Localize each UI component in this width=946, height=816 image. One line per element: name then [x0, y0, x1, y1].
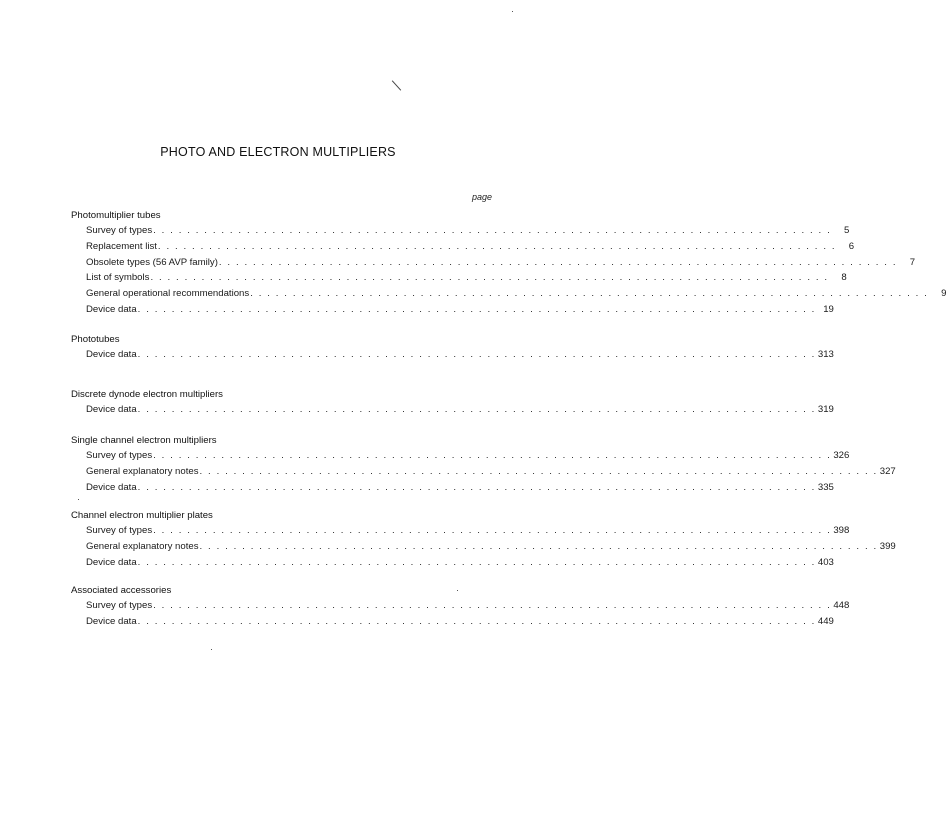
toc-entry-label: Survey of types	[86, 448, 153, 464]
toc-entry-label: Replacement list	[86, 239, 158, 255]
toc-section-heading: Channel electron multiplier plates	[71, 510, 213, 521]
page-title: PHOTO AND ELECTRON MULTIPLIERS	[160, 145, 396, 159]
dot-leader: . . . . . . . . . . . . . . . . . . . . . . . . . . . . . . . . . . . . . . . . . . . . . . . . . . . . . . . . . . . . . . . . . . . . . . . . . . . . . . . .	[137, 303, 816, 315]
toc-entry-page: 448	[831, 598, 849, 614]
toc-section-heading: Associated accessories	[71, 585, 172, 596]
dot-leader: . . . . . . . . . . . . . . . . . . . . . . . . . . . . . . . . . . . . . . . . . . . . . . . . . . . . . . . . . . . . . . . . . . . . . . . . . . . . . . . .	[137, 615, 816, 627]
toc-entry	[71, 402, 834, 418]
toc-entry	[71, 539, 896, 555]
dot-leader: . . . . . . . . . . . . . . . . . . . . . . . . . . . . . . . . . . . . . . . . . . . . . . . . . . . . . . . . . . . . . . . . . . . . . . . . . . . . . . . .	[157, 240, 837, 252]
toc-entry-page: 7	[897, 255, 915, 271]
toc-section-associated-accessories	[71, 583, 850, 630]
toc-entry-page: 403	[816, 555, 834, 571]
dot-leader: . . . . . . . . . . . . . . . . . . . . . . . . . . . . . . . . . . . . . . . . . . . . . . . . . . . . . . . . . . . . . . . . . . . . . . . . . . . . . . . .	[153, 450, 832, 461]
dot-leader: . . . . . . . . . . . . . . . . . . . . . . . . . . . . . . . . . . . . . . . . . . . . . . . . . . . . . . . . . . . . . . . . . . . . . . . . . . . . . . . .	[153, 225, 832, 236]
toc-entry-label: Device data	[86, 614, 138, 630]
toc-section-phototubes	[71, 332, 834, 363]
toc-entry	[71, 255, 916, 271]
dot-leader: . . . . . . . . . . . . . . . . . . . . . . . . . . . . . . . . . . . . . . . . . . . . . . . . . . . . . . . . . . . . . . . . . . . . . . . . . . . . . . . .	[137, 556, 816, 568]
toc-entry-page: 326	[831, 448, 849, 464]
toc-entry-label: Device data	[86, 302, 138, 318]
toc-entry	[71, 614, 834, 630]
toc-entry	[71, 347, 834, 363]
toc-entry-page: 8	[829, 270, 847, 286]
dot-leader: . . . . . . . . . . . . . . . . . . . . . . . . . . . . . . . . . . . . . . . . . . . . . . . . . . . . . . . . . . . . . . . . . . . . . . . . . . . . . . . .	[153, 525, 832, 536]
toc-entry	[71, 239, 855, 255]
dot-leader: . . . . . . . . . . . . . . . . . . . . . . . . . . . . . . . . . . . . . . . . . . . . . . . . . . . . . . . . . . . . . . . . . . . . . . . . . . . . . . . .	[137, 404, 816, 415]
scan-artifact-dot	[211, 649, 212, 650]
toc-section-photomultiplier-tubes	[71, 208, 946, 318]
toc-entry-label: General operational recommendations	[86, 286, 250, 302]
scan-artifact-dot	[78, 499, 79, 500]
toc-entry	[71, 286, 946, 302]
toc-entry	[71, 555, 834, 571]
toc-entry-page: 5	[831, 223, 849, 239]
toc-entry-label: Survey of types	[86, 598, 153, 614]
toc-entry-label: Survey of types	[86, 223, 153, 239]
toc-entry-label: Survey of types	[86, 523, 153, 539]
toc-entry	[71, 598, 850, 614]
toc-entry-page: 313	[816, 347, 834, 363]
toc-entry	[71, 464, 896, 480]
toc-entry	[71, 302, 834, 318]
page-column-label: page	[471, 192, 492, 202]
toc-entry-label: Device data	[86, 555, 138, 571]
toc-entry-page: 449	[816, 614, 834, 630]
toc-entry	[71, 448, 850, 464]
toc-entry-page: 9	[928, 286, 946, 302]
toc-entry	[71, 223, 850, 239]
dot-leader: . . . . . . . . . . . . . . . . . . . . . . . . . . . . . . . . . . . . . . . . . . . . . . . . . . . . . . . . . . . . . . . . . . . . . . . . . . . . . . . .	[137, 349, 816, 360]
scan-artifact-dot	[512, 11, 513, 12]
toc-section-heading: Single channel electron multipliers	[71, 435, 217, 446]
toc-entry-label: General explanatory notes	[86, 539, 200, 555]
scan-artifact-stroke	[392, 80, 401, 90]
toc-entry-page: 6	[836, 239, 854, 255]
toc-entry-label: List of symbols	[86, 270, 150, 286]
toc-section-heading: Discrete dynode electron multipliers	[71, 389, 223, 400]
toc-entry	[71, 270, 847, 286]
toc-entry-page: 19	[816, 302, 834, 318]
dot-leader: . . . . . . . . . . . . . . . . . . . . . . . . . . . . . . . . . . . . . . . . . . . . . . . . . . . . . . . . . . . . . . . . . . . . . . . . . . . . . . . .	[137, 481, 816, 493]
dot-leader: . . . . . . . . . . . . . . . . . . . . . . . . . . . . . . . . . . . . . . . . . . . . . . . . . . . . . . . . . . . . . . . . . . . . . . . . . . . . . . . .	[250, 288, 929, 300]
toc-section-channel-plates	[71, 508, 896, 570]
toc-entry-page: 399	[878, 539, 896, 555]
dot-leader: . . . . . . . . . . . . . . . . . . . . . . . . . . . . . . . . . . . . . . . . . . . . . . . . . . . . . . . . . . . . . . . . . . . . . . . . . . . . . . . .	[199, 540, 878, 552]
toc-entry-page: 319	[816, 402, 834, 418]
toc-entry	[71, 480, 834, 496]
toc-entry-label: General explanatory notes	[86, 464, 200, 480]
toc-section-single-channel	[71, 433, 896, 495]
toc-entry	[71, 523, 850, 539]
toc-entry-page: 398	[831, 523, 849, 539]
toc-entry-label: Device data	[86, 347, 138, 363]
toc-section-heading: Phototubes	[71, 334, 120, 345]
dot-leader: . . . . . . . . . . . . . . . . . . . . . . . . . . . . . . . . . . . . . . . . . . . . . . . . . . . . . . . . . . . . . . . . . . . . . . . . . . . . . . . .	[199, 465, 878, 477]
toc-entry-page: 335	[816, 480, 834, 496]
toc-entry-label: Device data	[86, 402, 138, 418]
toc-section-heading: Photomultiplier tubes	[71, 210, 161, 221]
dot-leader: . . . . . . . . . . . . . . . . . . . . . . . . . . . . . . . . . . . . . . . . . . . . . . . . . . . . . . . . . . . . . . . . . . . . . . . . . . . . . . . .	[218, 256, 898, 268]
toc-entry-page: 327	[878, 464, 896, 480]
toc-entry-label: Obsolete types (56 AVP family)	[86, 255, 219, 271]
dot-leader: . . . . . . . . . . . . . . . . . . . . . . . . . . . . . . . . . . . . . . . . . . . . . . . . . . . . . . . . . . . . . . . . . . . . . . . . . . . . . . . .	[153, 600, 832, 611]
toc-entry-label: Device data	[86, 480, 138, 496]
dot-leader: . . . . . . . . . . . . . . . . . . . . . . . . . . . . . . . . . . . . . . . . . . . . . . . . . . . . . . . . . . . . . . . . . . . . . . . . . . . . . . . .	[150, 272, 829, 284]
toc-section-discrete-dynode	[71, 387, 834, 418]
